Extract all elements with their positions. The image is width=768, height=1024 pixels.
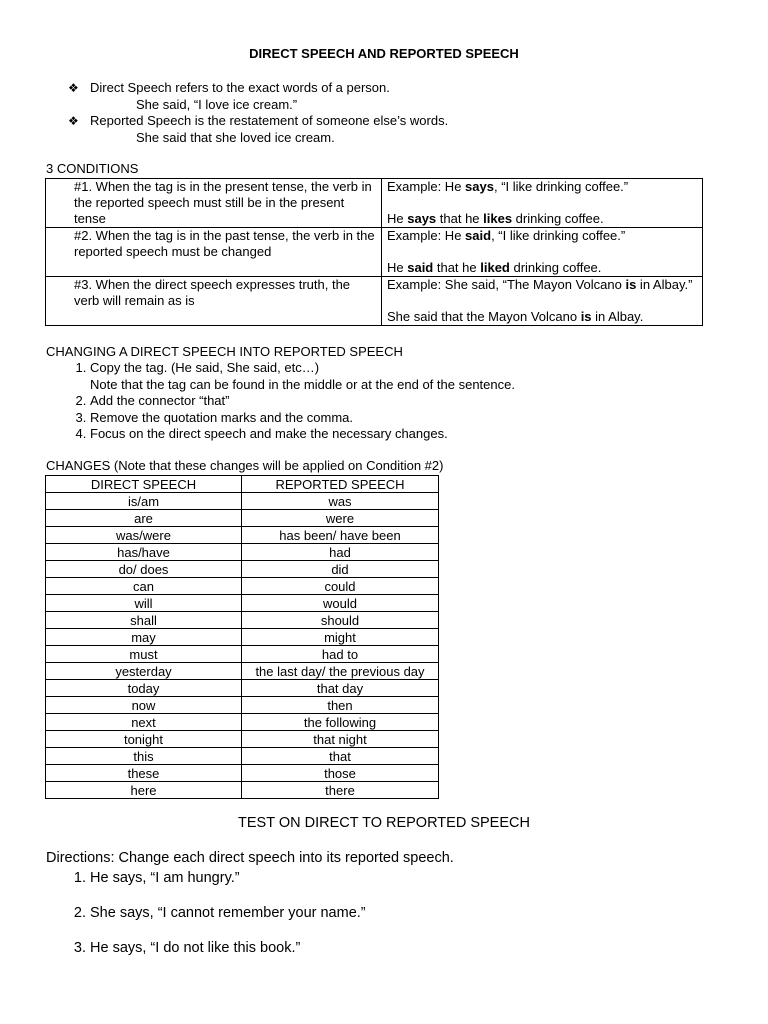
example-reported (387, 211, 698, 227)
emphasized-verb: said (407, 260, 434, 275)
reported-form-cell: might (242, 629, 439, 646)
direct-form-cell: may (46, 629, 242, 646)
table-row (46, 697, 439, 714)
diamond-bullet-icon: ❖ (68, 81, 79, 95)
table-row (46, 782, 439, 799)
emphasized-verb: is (625, 277, 637, 292)
conditions-table (45, 178, 703, 326)
table-row (46, 629, 439, 646)
table-row (46, 493, 439, 510)
example-text: that he (436, 211, 484, 226)
bullet-text: Direct Speech refers to the exact words of a person. (90, 80, 390, 95)
direct-form-cell: must (46, 646, 242, 663)
changes-heading: CHANGES (Note that these changes will be applied on Condition #2) (46, 458, 444, 473)
changing-heading: CHANGING A DIRECT SPEECH INTO REPORTED SPEECH (46, 344, 403, 359)
emphasized-verb: liked (480, 260, 510, 275)
reported-form-cell: the following (242, 714, 439, 731)
list-item: 2. She says, “I cannot remember your name.” (90, 904, 710, 922)
reported-form-cell: that night (242, 731, 439, 748)
list-item: 2. Add the connector “that” (90, 393, 730, 410)
reported-form-cell: could (242, 578, 439, 595)
bullet-text: Reported Speech is the restatement of someone else’s words. (90, 113, 449, 128)
direct-form-cell: shall (46, 612, 242, 629)
example-reported (387, 260, 698, 276)
table-row (46, 228, 703, 277)
reported-form-cell: that day (242, 680, 439, 697)
emphasized-verb: says (407, 211, 437, 226)
column-header-direct: DIRECT SPEECH (46, 476, 242, 493)
example-text: drinking coffee. (512, 211, 604, 226)
step-note: Note that the tag can be found in the middle or at the end of the sentence. (90, 376, 515, 392)
reported-form-cell: has been/ have been (242, 527, 439, 544)
table-row (46, 714, 439, 731)
example-direct (387, 228, 698, 244)
test-title: TEST ON DIRECT TO REPORTED SPEECH (238, 815, 530, 831)
steps-list (46, 360, 730, 443)
table-row (46, 578, 439, 595)
table-row (46, 595, 439, 612)
example-text: drinking coffee. (509, 260, 602, 275)
example-text: Example: He (387, 179, 466, 194)
reported-form-cell: had to (242, 646, 439, 663)
table-row (46, 561, 439, 578)
bullet-direct-speech (68, 80, 728, 97)
condition-rule: #1. When the tag is in the present tense, the verb in the reported speech must still be in the present tense (46, 179, 382, 228)
reported-form-cell: did (242, 561, 439, 578)
table-row (46, 646, 439, 663)
bullet-example: She said that she loved ice cream. (136, 129, 335, 145)
example-text: , “I like drinking coffee.” (493, 179, 629, 194)
table-row (46, 544, 439, 561)
table-row (46, 731, 439, 748)
spacer (387, 244, 698, 260)
reported-form-cell: should (242, 612, 439, 629)
table-row (46, 510, 439, 527)
direct-form-cell: here (46, 782, 242, 799)
reported-form-cell: had (242, 544, 439, 561)
reported-form-cell: would (242, 595, 439, 612)
example-text: He (387, 211, 408, 226)
condition-example (382, 179, 703, 228)
table-row (46, 680, 439, 697)
direct-form-cell: this (46, 748, 242, 765)
table-row (46, 179, 703, 228)
condition-rule: #2. When the tag is in the past tense, the verb in the reported speech must be changed (46, 228, 382, 277)
emphasized-verb: says (465, 179, 494, 194)
example-text: that he (433, 260, 481, 275)
condition-rule: #3. When the direct speech expresses truth, the verb will remain as is (46, 277, 382, 326)
condition-example (382, 228, 703, 277)
list-item (90, 360, 730, 393)
direct-form-cell: was/were (46, 527, 242, 544)
table-row (46, 612, 439, 629)
direct-form-cell: these (46, 765, 242, 782)
list-item: 1. He says, “I am hungry.” (90, 869, 710, 887)
reported-form-cell: the last day/ the previous day (242, 663, 439, 680)
emphasized-verb: likes (483, 211, 513, 226)
direct-form-cell: tonight (46, 731, 242, 748)
reported-form-cell: there (242, 782, 439, 799)
direct-form-cell: are (46, 510, 242, 527)
page-title: DIRECT SPEECH AND REPORTED SPEECH (249, 46, 519, 61)
table-row (46, 527, 439, 544)
bullet-example: She said, “I love ice cream.” (136, 96, 298, 112)
direct-form-cell: will (46, 595, 242, 612)
reported-form-cell: were (242, 510, 439, 527)
column-header-reported: REPORTED SPEECH (242, 476, 439, 493)
list-item: 4. Focus on the direct speech and make the necessary changes. (90, 426, 730, 443)
direct-form-cell: is/am (46, 493, 242, 510)
test-items-list (46, 869, 710, 974)
table-row (46, 277, 703, 326)
reported-form-cell: those (242, 765, 439, 782)
example-text: He (387, 260, 408, 275)
table-row (46, 765, 439, 782)
emphasized-verb: is (580, 309, 592, 324)
condition-example (382, 277, 703, 326)
example-text: , “I like drinking coffee.” (491, 228, 626, 243)
direct-form-cell: next (46, 714, 242, 731)
spacer (387, 293, 698, 309)
direct-form-cell: do/ does (46, 561, 242, 578)
reported-form-cell: that (242, 748, 439, 765)
list-item: 3. He says, “I do not like this book.” (90, 939, 710, 957)
reported-form-cell: was (242, 493, 439, 510)
direct-form-cell: today (46, 680, 242, 697)
table-row (46, 748, 439, 765)
direct-form-cell: can (46, 578, 242, 595)
table-row (46, 663, 439, 680)
list-item: 3. Remove the quotation marks and the comma. (90, 410, 730, 427)
diamond-bullet-icon: ❖ (68, 114, 79, 128)
example-direct (387, 277, 698, 293)
test-directions: Directions: Change each direct speech into its reported speech. (46, 850, 454, 866)
example-text: She said that the Mayon Volcano (387, 309, 581, 324)
table-header-row (46, 476, 439, 493)
example-text: in Albay. (591, 309, 644, 324)
emphasized-verb: said (465, 228, 492, 243)
step-text: Copy the tag. (He said, She said, etc…) (90, 360, 320, 375)
bullet-reported-speech (68, 113, 728, 130)
reported-form-cell: then (242, 697, 439, 714)
conditions-heading: 3 CONDITIONS (46, 161, 139, 176)
example-direct (387, 179, 698, 195)
direct-form-cell: yesterday (46, 663, 242, 680)
example-text: Example: He (387, 228, 466, 243)
example-text: in Albay.” (636, 277, 693, 292)
direct-form-cell: now (46, 697, 242, 714)
definition-bullets (68, 80, 728, 146)
example-text: Example: She said, “The Mayon Volcano (387, 277, 626, 292)
spacer (387, 195, 698, 211)
example-reported (387, 309, 698, 325)
changes-table (45, 475, 439, 799)
direct-form-cell: has/have (46, 544, 242, 561)
